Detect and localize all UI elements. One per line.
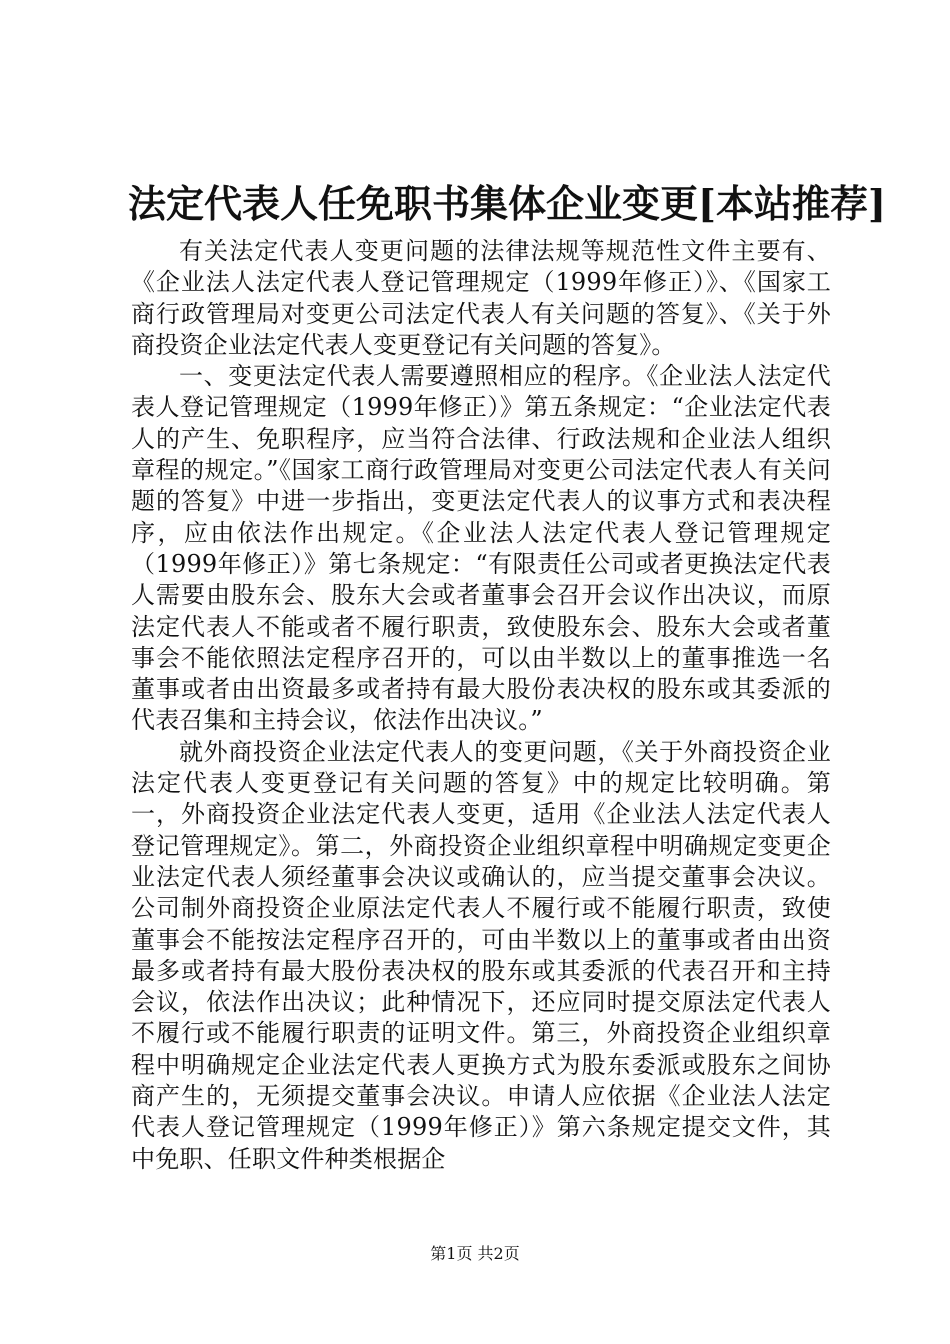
document-body [131,236,831,1175]
page-number-footer: 第1页 共2页 [430,1244,520,1263]
paragraph-foreign-investment: 就外商投资企业法定代表人的变更问题，《关于外商投资企业法定代表人变更登记有关问题的答复》中的规定比较明确。第一，外商投资企业法定代表人变更，适用《企业法人法定代表人登记管理规定》。第二，外商投资企业组织章程中明确规定变更企业法定代表人须经董事会决议或确认的，应当提交董事会决议。公司制外商投资企业原法定代表人不履行或不能履行职责，致使董事会不能按法定程序召开的，可由半数以上的董事或者由出资最多或者持有最大股份表决权的股东或其委派的代表召开和主持会议，依法作出决议；此种情况下，还应同时提交原法定代表人不履行或不能履行职责的证明文件。第三，外商投资企业组织章程中明确规定企业法定代表人更换方式为股东委派或股东之间协商产生的，无须提交董事会决议。申请人应依据《企业法人法定代表人登记管理规定（1999年修正）》第六条规定提交文件，其中免职、任职文件种类根据企 [131,737,831,1173]
paragraph-intro: 有关法定代表人变更问题的法律法规等规范性文件主要有、《企业法人法定代表人登记管理规定（1999年修正）》、《国家工商行政管理局对变更公司法定代表人有关问题的答复》、《关于外商投资企业法定代表人变更登记有关问题的答复》。 [131,237,831,359]
paragraph-procedure: 一、变更法定代表人需要遵照相应的程序。《企业法人法定代表人登记管理规定（1999年修正）》第五条规定：“企业法定代表人的产生、免职程序，应当符合法律、行政法规和企业法人组织章程的规定。”《国家工商行政管理局对变更公司法定代表人有关问题的答复》中进一步指出，变更法定代表人的议事方式和表决程序，应由依法作出规定。《企业法人法定代表人登记管理规定（1999年修正）》第七条规定：“有限责任公司或者更换法定代表人需要由股东会、股东大会或者董事会召开会议作出决议，而原法定代表人不能或者不履行职责，致使股东会、股东大会或者董事会不能依照法定程序召开的，可以由半数以上的董事推选一名董事或者由出资最多或者持有最大股份表决权的股东或其委派的代表召集和主持会议，依法作出决议。” [131,362,831,735]
document-title: 法定代表人任免职书集体企业变更[本站推荐] [128,181,886,226]
